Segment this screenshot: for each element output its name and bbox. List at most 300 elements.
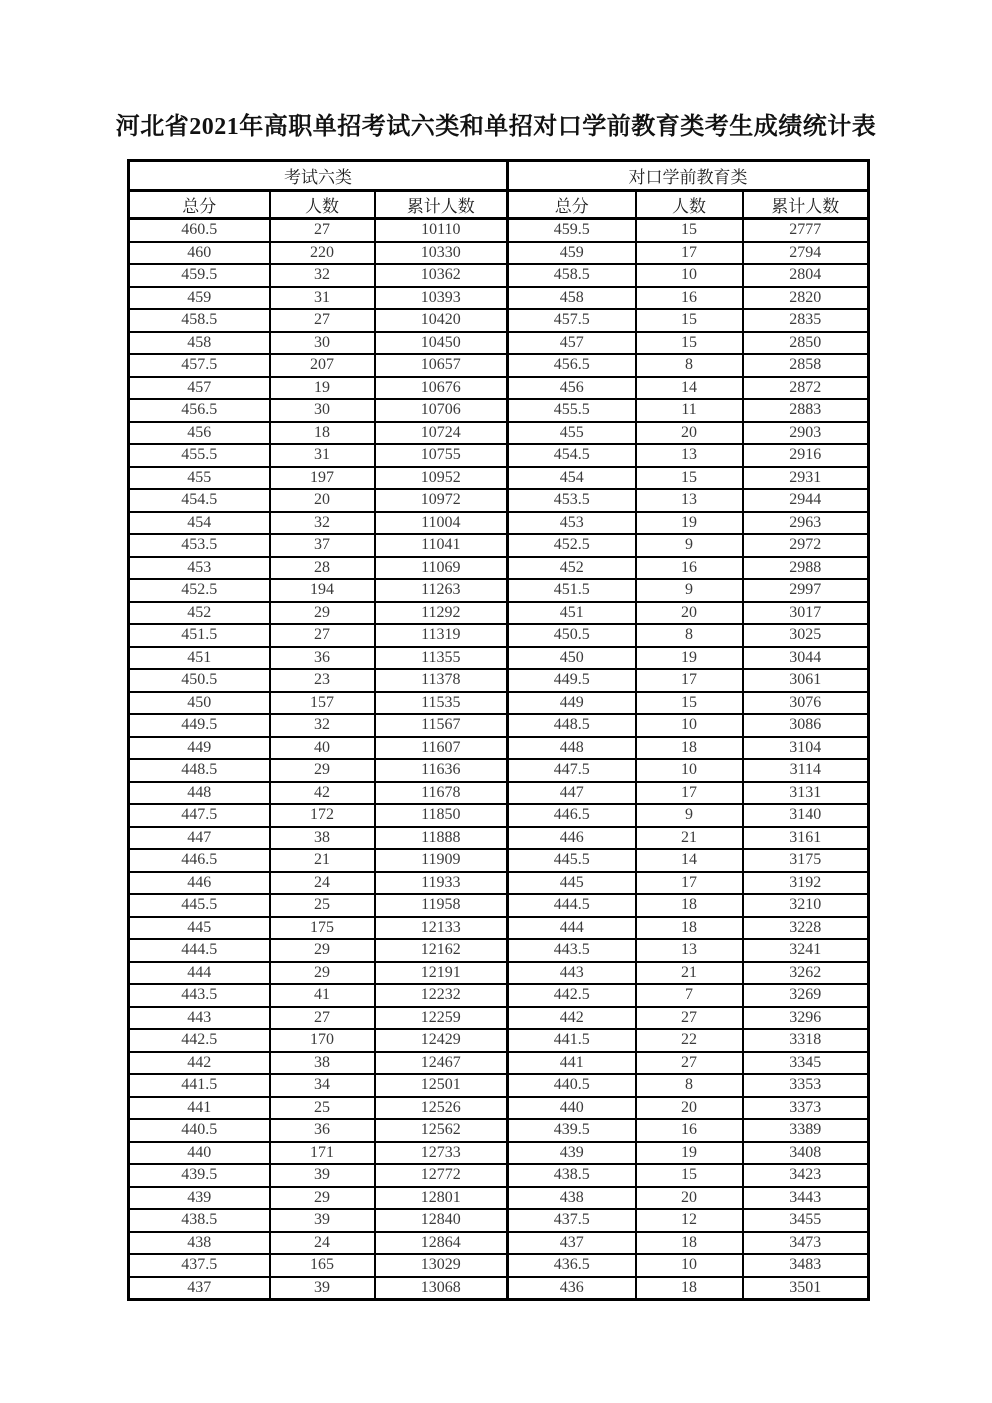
score-cell: 443.5 <box>508 939 636 962</box>
score-cell: 11909 <box>375 849 508 872</box>
table-row <box>129 804 869 827</box>
table-row <box>129 962 869 985</box>
score-cell: 10 <box>636 759 743 782</box>
score-cell: 12467 <box>375 1052 508 1075</box>
score-cell: 444.5 <box>508 894 636 917</box>
score-cell: 452.5 <box>129 579 270 602</box>
score-cell: 32 <box>270 714 375 737</box>
table-row <box>129 1232 869 1255</box>
score-cell: 444 <box>508 917 636 940</box>
page-title: 河北省2021年高职单招考试六类和单招对口学前教育类考生成绩统计表 <box>115 114 877 140</box>
score-cell: 454 <box>508 467 636 490</box>
score-cell: 16 <box>636 1119 743 1142</box>
score-cell: 36 <box>270 1119 375 1142</box>
score-cell: 2903 <box>743 422 869 445</box>
score-cell: 21 <box>270 849 375 872</box>
score-table-body <box>129 219 869 1300</box>
score-cell: 197 <box>270 467 375 490</box>
score-cell: 441.5 <box>508 1029 636 1052</box>
score-cell: 12864 <box>375 1232 508 1255</box>
score-cell: 439.5 <box>129 1164 270 1187</box>
column-header: 总分 <box>508 191 636 219</box>
score-cell: 456 <box>129 422 270 445</box>
score-cell: 450.5 <box>129 669 270 692</box>
score-cell: 10724 <box>375 422 508 445</box>
score-cell: 451.5 <box>508 579 636 602</box>
score-cell: 27 <box>270 219 375 242</box>
score-cell: 3408 <box>743 1142 869 1165</box>
score-cell: 453.5 <box>129 534 270 557</box>
score-cell: 7 <box>636 984 743 1007</box>
score-cell: 3269 <box>743 984 869 1007</box>
score-cell: 2883 <box>743 399 869 422</box>
score-cell: 453 <box>508 512 636 535</box>
score-cell: 16 <box>636 287 743 310</box>
score-cell: 20 <box>636 1187 743 1210</box>
table-row <box>129 534 869 557</box>
score-cell: 459.5 <box>508 219 636 242</box>
score-cell: 17 <box>636 669 743 692</box>
score-cell: 220 <box>270 242 375 265</box>
score-cell: 446 <box>508 827 636 850</box>
column-header: 人数 <box>636 191 743 219</box>
table-row <box>129 1277 869 1300</box>
score-cell: 438.5 <box>129 1209 270 1232</box>
table-row <box>129 624 869 647</box>
score-cell: 19 <box>636 512 743 535</box>
score-cell: 3017 <box>743 602 869 625</box>
score-cell: 439.5 <box>508 1119 636 1142</box>
score-cell: 440 <box>508 1097 636 1120</box>
score-cell: 436 <box>508 1277 636 1300</box>
group-header-row <box>129 161 869 191</box>
score-cell: 12 <box>636 1209 743 1232</box>
score-cell: 3373 <box>743 1097 869 1120</box>
score-cell: 445 <box>508 872 636 895</box>
score-cell: 15 <box>636 332 743 355</box>
score-cell: 10755 <box>375 444 508 467</box>
score-cell: 438 <box>129 1232 270 1255</box>
table-row <box>129 512 869 535</box>
score-cell: 12429 <box>375 1029 508 1052</box>
score-cell: 458 <box>129 332 270 355</box>
table-row <box>129 782 869 805</box>
score-cell: 10362 <box>375 264 508 287</box>
score-cell: 3140 <box>743 804 869 827</box>
score-cell: 157 <box>270 692 375 715</box>
score-cell: 438 <box>508 1187 636 1210</box>
score-cell: 12733 <box>375 1142 508 1165</box>
score-cell: 3025 <box>743 624 869 647</box>
score-cell: 3473 <box>743 1232 869 1255</box>
score-cell: 2944 <box>743 489 869 512</box>
score-cell: 13 <box>636 444 743 467</box>
score-cell: 441 <box>129 1097 270 1120</box>
score-cell: 10 <box>636 1254 743 1277</box>
table-row <box>129 242 869 265</box>
score-cell: 30 <box>270 399 375 422</box>
score-cell: 3501 <box>743 1277 869 1300</box>
score-cell: 13068 <box>375 1277 508 1300</box>
score-cell: 449 <box>508 692 636 715</box>
score-cell: 36 <box>270 647 375 670</box>
score-cell: 457.5 <box>129 354 270 377</box>
table-row <box>129 1007 869 1030</box>
score-statistics-table <box>127 159 870 1301</box>
score-cell: 437 <box>508 1232 636 1255</box>
score-cell: 444 <box>129 962 270 985</box>
score-cell: 3076 <box>743 692 869 715</box>
score-cell: 442 <box>508 1007 636 1030</box>
score-cell: 13 <box>636 939 743 962</box>
score-cell: 2850 <box>743 332 869 355</box>
score-cell: 441 <box>508 1052 636 1075</box>
score-cell: 2972 <box>743 534 869 557</box>
score-cell: 22 <box>636 1029 743 1052</box>
score-cell: 15 <box>636 1164 743 1187</box>
group-header-preschool-education: 对口学前教育类 <box>508 161 869 191</box>
score-cell: 10393 <box>375 287 508 310</box>
score-cell: 3262 <box>743 962 869 985</box>
score-cell: 20 <box>636 1097 743 1120</box>
score-cell: 437.5 <box>508 1209 636 1232</box>
score-cell: 165 <box>270 1254 375 1277</box>
score-cell: 11378 <box>375 669 508 692</box>
score-cell: 2835 <box>743 309 869 332</box>
score-cell: 3061 <box>743 669 869 692</box>
score-cell: 449.5 <box>508 669 636 692</box>
table-row <box>129 917 869 940</box>
score-cell: 2858 <box>743 354 869 377</box>
score-cell: 175 <box>270 917 375 940</box>
score-cell: 458.5 <box>508 264 636 287</box>
score-cell: 11636 <box>375 759 508 782</box>
score-cell: 31 <box>270 444 375 467</box>
score-cell: 10 <box>636 264 743 287</box>
score-cell: 8 <box>636 624 743 647</box>
column-header: 人数 <box>270 191 375 219</box>
table-row <box>129 714 869 737</box>
table-row <box>129 647 869 670</box>
score-cell: 12526 <box>375 1097 508 1120</box>
score-cell: 451 <box>508 602 636 625</box>
table-row <box>129 287 869 310</box>
score-cell: 25 <box>270 894 375 917</box>
score-cell: 448.5 <box>129 759 270 782</box>
score-cell: 3443 <box>743 1187 869 1210</box>
score-cell: 3296 <box>743 1007 869 1030</box>
score-cell: 3353 <box>743 1074 869 1097</box>
table-row <box>129 557 869 580</box>
score-cell: 39 <box>270 1277 375 1300</box>
score-cell: 2804 <box>743 264 869 287</box>
table-row <box>129 444 869 467</box>
score-cell: 2794 <box>743 242 869 265</box>
score-cell: 446.5 <box>508 804 636 827</box>
table-row <box>129 1187 869 1210</box>
table-row <box>129 467 869 490</box>
table-row <box>129 1254 869 1277</box>
score-cell: 16 <box>636 557 743 580</box>
column-header: 总分 <box>129 191 270 219</box>
score-cell: 457 <box>129 377 270 400</box>
score-cell: 451 <box>129 647 270 670</box>
score-cell: 30 <box>270 332 375 355</box>
score-cell: 11041 <box>375 534 508 557</box>
score-cell: 19 <box>270 377 375 400</box>
score-cell: 452 <box>129 602 270 625</box>
score-cell: 27 <box>270 1007 375 1030</box>
score-cell: 449.5 <box>129 714 270 737</box>
score-cell: 3104 <box>743 737 869 760</box>
score-cell: 455.5 <box>129 444 270 467</box>
score-cell: 10110 <box>375 219 508 242</box>
score-cell: 457 <box>508 332 636 355</box>
score-cell: 29 <box>270 759 375 782</box>
score-cell: 32 <box>270 512 375 535</box>
score-cell: 41 <box>270 984 375 1007</box>
score-cell: 458 <box>508 287 636 310</box>
score-cell: 29 <box>270 1187 375 1210</box>
score-cell: 31 <box>270 287 375 310</box>
table-row <box>129 422 869 445</box>
score-cell: 10676 <box>375 377 508 400</box>
score-cell: 12840 <box>375 1209 508 1232</box>
score-cell: 436.5 <box>508 1254 636 1277</box>
score-cell: 449 <box>129 737 270 760</box>
score-cell: 24 <box>270 872 375 895</box>
score-cell: 19 <box>636 647 743 670</box>
score-cell: 24 <box>270 1232 375 1255</box>
table-row <box>129 377 869 400</box>
score-cell: 3483 <box>743 1254 869 1277</box>
score-cell: 10330 <box>375 242 508 265</box>
score-cell: 3455 <box>743 1209 869 1232</box>
score-cell: 451.5 <box>129 624 270 647</box>
score-cell: 12191 <box>375 962 508 985</box>
table-row <box>129 872 869 895</box>
score-cell: 42 <box>270 782 375 805</box>
score-cell: 445.5 <box>129 894 270 917</box>
score-cell: 456.5 <box>129 399 270 422</box>
score-cell: 25 <box>270 1097 375 1120</box>
score-cell: 3175 <box>743 849 869 872</box>
score-cell: 10 <box>636 714 743 737</box>
score-cell: 3228 <box>743 917 869 940</box>
score-cell: 37 <box>270 534 375 557</box>
score-cell: 29 <box>270 939 375 962</box>
score-cell: 10952 <box>375 467 508 490</box>
score-cell: 20 <box>636 602 743 625</box>
score-cell: 10450 <box>375 332 508 355</box>
score-cell: 27 <box>270 309 375 332</box>
score-cell: 15 <box>636 692 743 715</box>
score-cell: 18 <box>636 1277 743 1300</box>
score-cell: 9 <box>636 534 743 557</box>
table-row <box>129 984 869 1007</box>
score-cell: 3192 <box>743 872 869 895</box>
score-cell: 171 <box>270 1142 375 1165</box>
score-cell: 21 <box>636 827 743 850</box>
score-cell: 38 <box>270 827 375 850</box>
score-cell: 21 <box>636 962 743 985</box>
score-cell: 442.5 <box>508 984 636 1007</box>
score-cell: 2963 <box>743 512 869 535</box>
score-cell: 455 <box>129 467 270 490</box>
score-cell: 437 <box>129 1277 270 1300</box>
score-cell: 11850 <box>375 804 508 827</box>
score-cell: 194 <box>270 579 375 602</box>
score-cell: 454.5 <box>508 444 636 467</box>
score-cell: 440 <box>129 1142 270 1165</box>
score-cell: 3345 <box>743 1052 869 1075</box>
score-cell: 39 <box>270 1209 375 1232</box>
score-cell: 455 <box>508 422 636 445</box>
score-cell: 27 <box>636 1007 743 1030</box>
score-cell: 3044 <box>743 647 869 670</box>
score-cell: 12501 <box>375 1074 508 1097</box>
score-cell: 19 <box>636 1142 743 1165</box>
score-cell: 456.5 <box>508 354 636 377</box>
score-cell: 444.5 <box>129 939 270 962</box>
score-cell: 3131 <box>743 782 869 805</box>
score-cell: 11888 <box>375 827 508 850</box>
score-cell: 447.5 <box>129 804 270 827</box>
table-row <box>129 737 869 760</box>
score-cell: 460.5 <box>129 219 270 242</box>
score-cell: 447.5 <box>508 759 636 782</box>
score-cell: 8 <box>636 354 743 377</box>
score-cell: 450.5 <box>508 624 636 647</box>
score-cell: 12801 <box>375 1187 508 1210</box>
score-cell: 3210 <box>743 894 869 917</box>
score-cell: 11958 <box>375 894 508 917</box>
score-cell: 442 <box>129 1052 270 1075</box>
score-cell: 28 <box>270 557 375 580</box>
score-cell: 11 <box>636 399 743 422</box>
score-cell: 438.5 <box>508 1164 636 1187</box>
score-cell: 446.5 <box>129 849 270 872</box>
score-cell: 448.5 <box>508 714 636 737</box>
score-cell: 17 <box>636 872 743 895</box>
score-cell: 11069 <box>375 557 508 580</box>
score-cell: 9 <box>636 579 743 602</box>
score-cell: 12232 <box>375 984 508 1007</box>
table-row <box>129 489 869 512</box>
score-cell: 11535 <box>375 692 508 715</box>
score-cell: 27 <box>636 1052 743 1075</box>
table-row <box>129 1209 869 1232</box>
score-cell: 12562 <box>375 1119 508 1142</box>
score-cell: 439 <box>508 1142 636 1165</box>
score-cell: 452.5 <box>508 534 636 557</box>
score-cell: 439 <box>129 1187 270 1210</box>
score-cell: 453 <box>129 557 270 580</box>
table-row <box>129 399 869 422</box>
score-cell: 20 <box>270 489 375 512</box>
score-cell: 453.5 <box>508 489 636 512</box>
table-row <box>129 849 869 872</box>
score-cell: 3161 <box>743 827 869 850</box>
score-cell: 443 <box>129 1007 270 1030</box>
column-header: 累计人数 <box>375 191 508 219</box>
table-row <box>129 1097 869 1120</box>
score-cell: 3389 <box>743 1119 869 1142</box>
table-row <box>129 354 869 377</box>
score-cell: 13 <box>636 489 743 512</box>
score-cell: 18 <box>636 917 743 940</box>
score-cell: 14 <box>636 849 743 872</box>
score-cell: 437.5 <box>129 1254 270 1277</box>
table-row <box>129 692 869 715</box>
table-row <box>129 1029 869 1052</box>
table-row <box>129 1142 869 1165</box>
score-cell: 18 <box>270 422 375 445</box>
score-cell: 3086 <box>743 714 869 737</box>
score-cell: 454.5 <box>129 489 270 512</box>
score-cell: 12259 <box>375 1007 508 1030</box>
score-cell: 12772 <box>375 1164 508 1187</box>
table-row <box>129 602 869 625</box>
score-cell: 458.5 <box>129 309 270 332</box>
score-cell: 443 <box>508 962 636 985</box>
score-cell: 40 <box>270 737 375 760</box>
score-cell: 454 <box>129 512 270 535</box>
score-cell: 32 <box>270 264 375 287</box>
score-cell: 170 <box>270 1029 375 1052</box>
score-cell: 2820 <box>743 287 869 310</box>
score-cell: 27 <box>270 624 375 647</box>
score-cell: 11355 <box>375 647 508 670</box>
score-cell: 8 <box>636 1074 743 1097</box>
score-cell: 2916 <box>743 444 869 467</box>
score-cell: 10972 <box>375 489 508 512</box>
score-cell: 15 <box>636 309 743 332</box>
score-cell: 457.5 <box>508 309 636 332</box>
score-cell: 440.5 <box>508 1074 636 1097</box>
score-cell: 13029 <box>375 1254 508 1277</box>
score-cell: 34 <box>270 1074 375 1097</box>
score-cell: 443.5 <box>129 984 270 1007</box>
score-cell: 456 <box>508 377 636 400</box>
score-cell: 172 <box>270 804 375 827</box>
score-cell: 9 <box>636 804 743 827</box>
score-cell: 447 <box>508 782 636 805</box>
score-cell: 11567 <box>375 714 508 737</box>
score-cell: 29 <box>270 962 375 985</box>
score-cell: 38 <box>270 1052 375 1075</box>
score-cell: 2997 <box>743 579 869 602</box>
score-cell: 10657 <box>375 354 508 377</box>
score-cell: 448 <box>129 782 270 805</box>
column-header: 累计人数 <box>743 191 869 219</box>
score-cell: 11263 <box>375 579 508 602</box>
score-cell: 3318 <box>743 1029 869 1052</box>
score-cell: 2777 <box>743 219 869 242</box>
score-cell: 452 <box>508 557 636 580</box>
score-cell: 3114 <box>743 759 869 782</box>
table-row <box>129 669 869 692</box>
score-cell: 20 <box>636 422 743 445</box>
table-row <box>129 939 869 962</box>
score-cell: 17 <box>636 242 743 265</box>
score-cell: 459.5 <box>129 264 270 287</box>
score-cell: 29 <box>270 602 375 625</box>
score-cell: 441.5 <box>129 1074 270 1097</box>
score-cell: 18 <box>636 894 743 917</box>
score-cell: 15 <box>636 467 743 490</box>
score-cell: 207 <box>270 354 375 377</box>
